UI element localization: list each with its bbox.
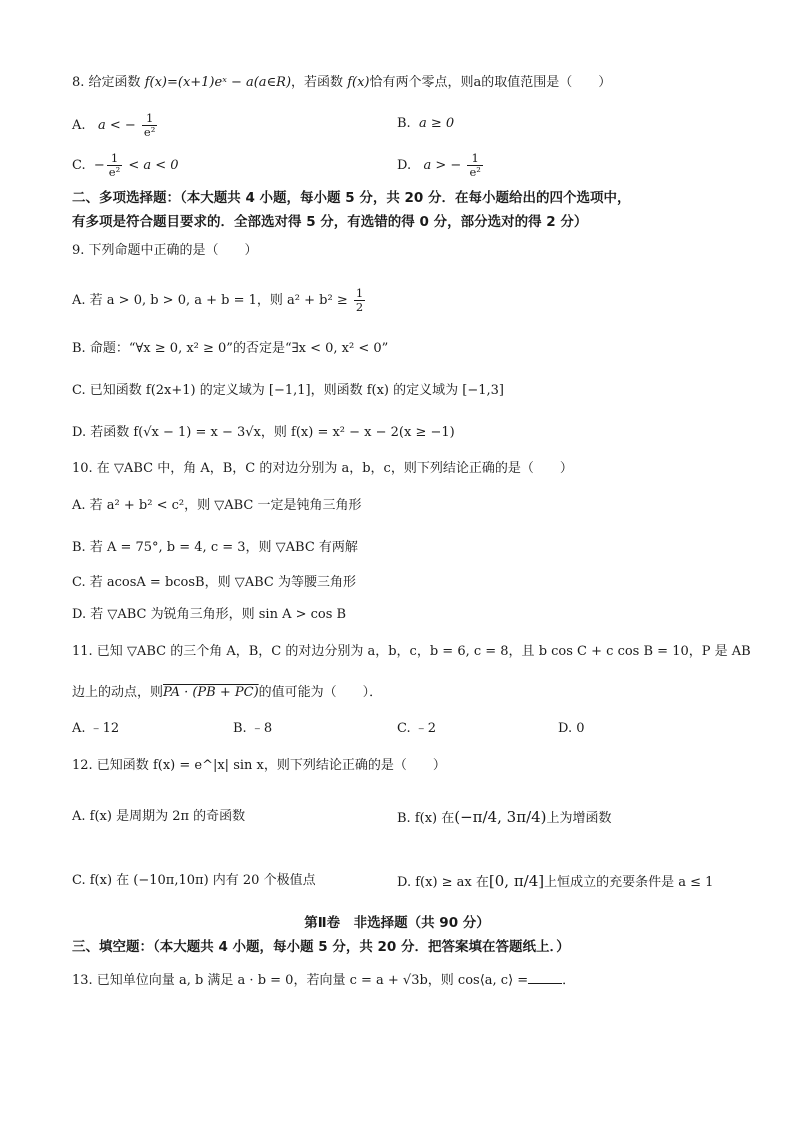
q9-option-d: D. 若函数 f(√x − 1) = x − 3√x，则 f(x) = x² − x − 2(x ≥ −1) — [72, 425, 455, 440]
q12-option-c: C. f(x) 在 (−10π,10π) 内有 20 个极值点 — [72, 873, 316, 888]
q12-stem: 12. 已知函数 f(x) = e^|x| sin x，则下列结论正确的是（ ） — [72, 758, 446, 773]
q13-stem: 13. 已知单位向量 a, b 满足 a · b = 0，若向量 c = a + √3b，则 cos⟨a, c⟩ = ． — [72, 973, 576, 988]
q10-option-c: C. 若 acosA = bcosB，则 ▽ABC 为等腰三角形 — [72, 575, 357, 590]
q8-option-a: A. a < − $\frac{1}{\text{e²}}$ — [72, 111, 156, 139]
section2-heading-line1: 二、多项选择题：（本大题共 4 小题，每小题 5 分，共 20 分．在每小题给出的四个选项中， — [72, 190, 631, 206]
q11-option-b: B. ﹣8 — [233, 721, 273, 736]
q12-d-interval: [0, π/4] — [488, 872, 545, 890]
q12-option-a: A. f(x) 是周期为 2π 的奇函数 — [72, 809, 246, 824]
q13-answer-blank[interactable] — [528, 983, 562, 984]
q11-stem-line2: 边上的动点，则PA · (PB + PC)的值可能为（ ）． — [72, 685, 383, 700]
section3-heading: 三、填空题：（本大题共 4 小题，每小题 5 分，共 20 分．把答案填在答题纸上．） — [72, 939, 570, 955]
q10-option-b: B. 若 A = 75°, b = 4, c = 3，则 ▽ABC 有两解 — [72, 540, 358, 555]
q11-option-d: D. 0 — [558, 721, 585, 736]
q10-option-d: D. 若 ▽ABC 为锐角三角形，则 sin A > cos B — [72, 607, 347, 622]
q11-option-a: A. ﹣12 — [72, 721, 120, 736]
q12-option-b: B. f(x) 在(−π/4, 3π/4)上为增函数 — [397, 808, 612, 826]
section2-heading-line2: 有多项是符合题目要求的．全部选对得 5 分，有选错的得 0 分，部分选对的得 2 分） — [72, 214, 588, 230]
q11-stem-line1: 11. 已知 ▽ABC 的三个角 A，B，C 的对边分别为 a，b，c，b = 6, c = 8，且 b cos C + c cos B = 10，P 是 AB — [72, 644, 751, 659]
q8-option-c: C. − $\frac{1}{\text{e²}}$ < a < 0 — [72, 151, 179, 179]
q12-option-d: D. f(x) ≥ ax 在[0, π/4]上恒成立的充要条件是 a ≤ 1 — [397, 872, 714, 890]
q8-stem: 8. 给定函数 f(x)=(x+1)eˣ − a(a∈R)，若函数 f(x)恰有两个零点，则a的取值范围是（ ） — [72, 75, 612, 90]
q8-option-b: B. a ≥ 0 — [397, 116, 455, 131]
q9-stem: 9. 下列命题中正确的是（ ） — [72, 243, 258, 258]
q9-option-a: A. 若 a > 0, b > 0, a + b = 1，则 a² + b² ≥ $\frac{1}{2}$ — [72, 286, 364, 314]
q12-b-interval: (−π/4, 3π/4) — [454, 808, 547, 826]
part2-title: 第Ⅱ卷 非选择题（共 90 分） — [304, 915, 490, 931]
q11-option-c: C. ﹣2 — [397, 721, 437, 736]
q9-option-c: C. 已知函数 f(2x+1) 的定义域为 [−1,1]，则函数 f(x) 的定义域为 [−1,3] — [72, 383, 504, 398]
q8-option-d: D. a > − $\frac{1}{\text{e²}}$ — [397, 151, 481, 179]
q10-stem: 10. 在 ▽ABC 中，角 A，B，C 的对边分别为 a，b，c，则下列结论正确的是（ ） — [72, 461, 573, 476]
q9-option-b: B. 命题：“∀x ≥ 0, x² ≥ 0”的否定是“∃x < 0, x² < 0” — [72, 341, 389, 356]
q10-option-a: A. 若 a² + b² < c²，则 ▽ABC 一定是钝角三角形 — [72, 498, 362, 513]
